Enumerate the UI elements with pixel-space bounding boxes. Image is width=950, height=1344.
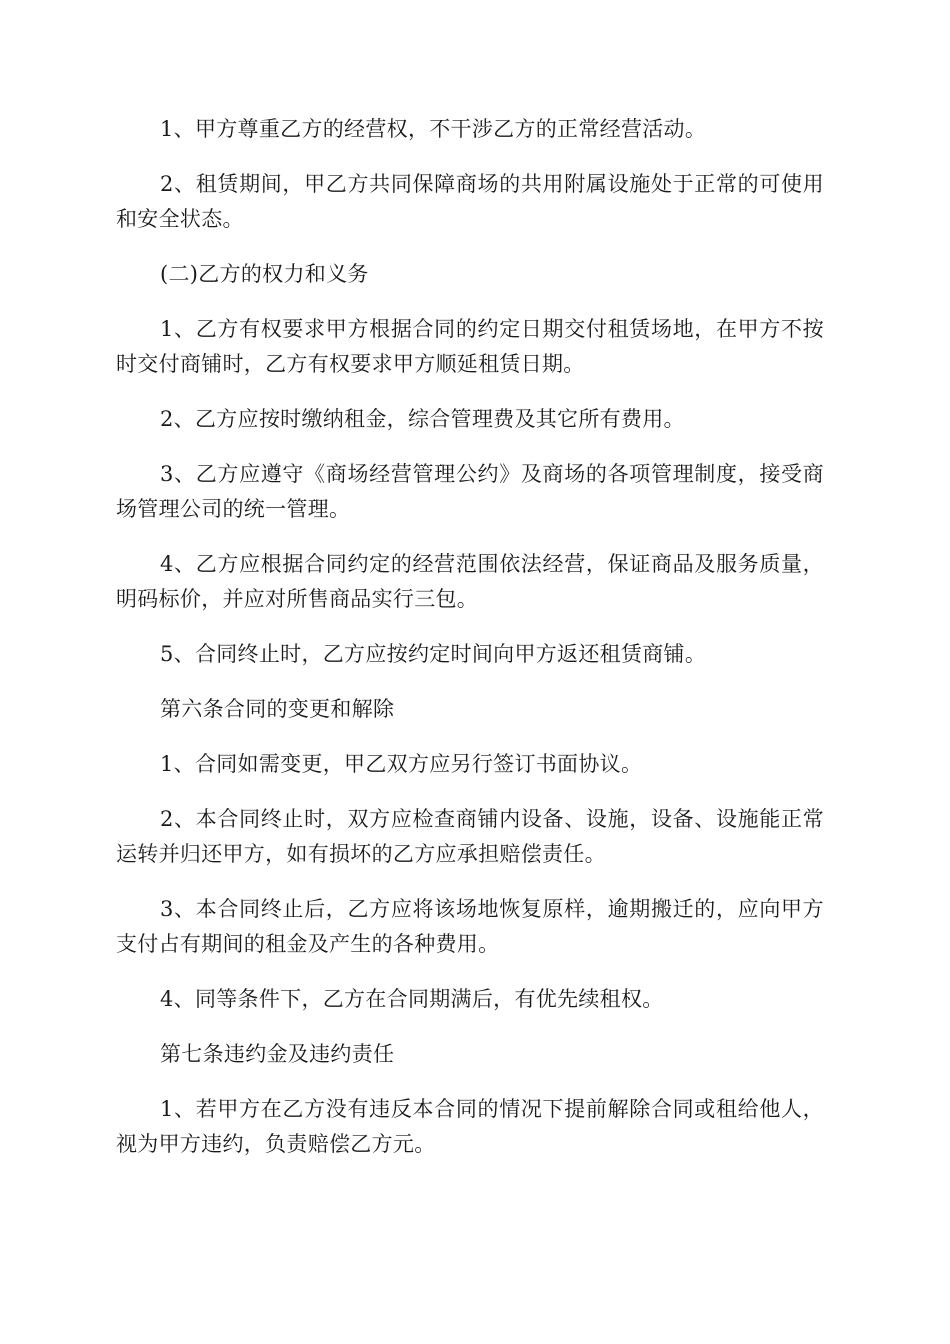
paragraph-party-b-1: 1、乙方有权要求甲方根据合同的约定日期交付租赁场地，在甲方不按时交付商铺时，乙方有权要求甲方顺延租赁日期。 (116, 317, 824, 376)
paragraph-party-b-5: 5、合同终止时，乙方应按约定时间向甲方返还租赁商铺。 (160, 642, 707, 666)
document-body (116, 112, 824, 1182)
paragraph-party-b-4: 4、乙方应根据合同约定的经营范围依法经营，保证商品及服务质量，明码标价，并应对所售商品实行三包。 (116, 552, 824, 611)
paragraph-article7-1: 1、若甲方在乙方没有违反本合同的情况下提前解除合同或租给他人，视为甲方违约，负责赔偿乙方元。 (116, 1097, 824, 1156)
paragraph-party-b-2: 2、乙方应按时缴纳租金，综合管理费及其它所有费用。 (160, 407, 685, 431)
article-heading-7: 第七条违约金及违约责任 (160, 1042, 395, 1066)
paragraph-clause-2: 2、租赁期间，甲乙方共同保障商场的共用附属设施处于正常的可使用和安全状态。 (116, 172, 824, 231)
paragraph-clause-1: 1、甲方尊重乙方的经营权，不干涉乙方的正常经营活动。 (160, 117, 707, 141)
paragraph-article6-3: 3、本合同终止后，乙方应将该场地恢复原样，逾期搬迁的，应向甲方支付占有期间的租金及产生的各种费用。 (116, 897, 824, 956)
paragraph-article6-2: 2、本合同终止时，双方应检查商铺内设备、设施，设备、设施能正常运转并归还甲方，如有损坏的乙方应承担赔偿责任。 (116, 807, 824, 866)
article-heading-6: 第六条合同的变更和解除 (160, 697, 395, 721)
section-heading-party-b-rights: (二)乙方的权力和义务 (160, 262, 369, 286)
paragraph-article6-1: 1、合同如需变更，甲乙双方应另行签订书面协议。 (160, 752, 643, 776)
paragraph-article6-4: 4、同等条件下，乙方在合同期满后，有优先续租权。 (160, 987, 664, 1011)
paragraph-party-b-3: 3、乙方应遵守《商场经营管理公约》及商场的各项管理制度，接受商场管理公司的统一管理。 (116, 462, 824, 521)
